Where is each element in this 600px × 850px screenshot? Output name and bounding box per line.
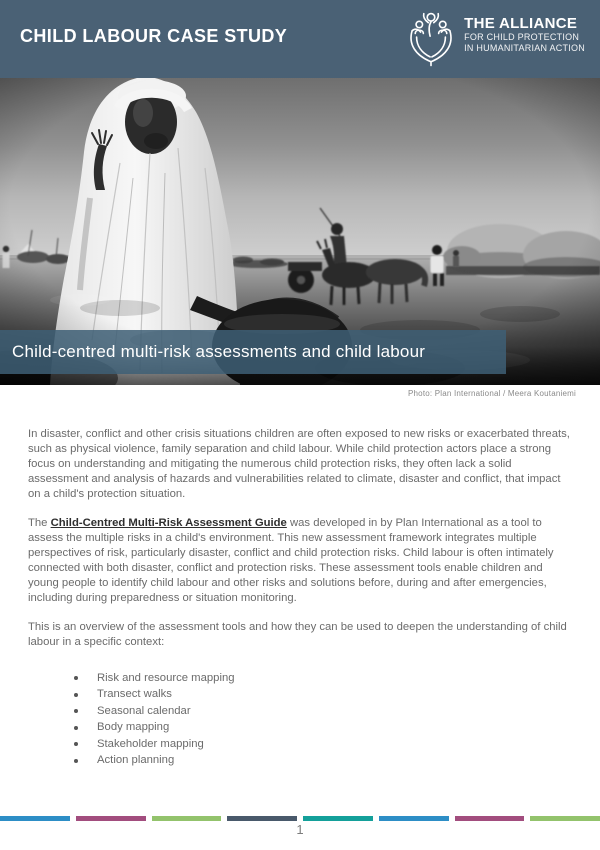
hands-family-icon	[404, 8, 458, 68]
footer-bar-segment	[0, 816, 70, 821]
list-item	[28, 720, 574, 737]
body-content	[28, 427, 574, 769]
logo-line-2: FOR CHILD PROTECTION	[464, 32, 580, 42]
logo-line-3: IN HUMANITARIAN ACTION	[464, 42, 585, 53]
list-item-label: Body mapping	[97, 721, 170, 734]
list-item	[28, 670, 574, 687]
footer-bar-segment	[379, 816, 449, 821]
logo-line-1: THE ALLIANCE	[464, 15, 578, 32]
hero-photo	[0, 78, 600, 385]
paragraph-1: In disaster, conflict and other crisis situations children are often exposed to new risks or exacerbated threats, such as physical violence, family separation and child labour. While child protection actors place a strong focus on understanding and mitigating the numerous child protection risks, they often lack a solid assessment and analysis of hazards and vulnerabilities related to climate, disaster and conflict, that impact on a child's protection situation.	[28, 428, 570, 500]
page-title: CHILD LABOUR CASE STUDY	[20, 26, 288, 46]
list-item-label: Action planning	[97, 754, 175, 767]
footer-bar-segment	[530, 816, 600, 821]
list-item	[28, 753, 574, 770]
list-item	[28, 736, 574, 753]
list-item	[28, 687, 574, 704]
photo-caption-bar	[0, 330, 506, 374]
paragraph-2	[28, 516, 574, 606]
footer-bar-segment	[303, 816, 373, 821]
footer-bar-segment	[152, 816, 222, 821]
paragraph-2-prefix: The	[28, 517, 51, 529]
bullet-icon	[74, 726, 78, 730]
paragraph-3: This is an overview of the assessment tools and how they can be used to deepen the understanding of child labour in a specific context:	[28, 621, 567, 648]
bullet-icon	[74, 742, 78, 746]
assessment-guide-link[interactable]: Child-Centred Multi-Risk Assessment Guide	[50, 517, 287, 529]
assessment-tools-list	[28, 670, 574, 769]
list-item-label: Risk and resource mapping	[97, 671, 235, 684]
bullet-icon	[74, 709, 78, 713]
bullet-icon	[74, 759, 78, 763]
list-item	[28, 703, 574, 720]
alliance-logo	[404, 8, 585, 68]
logo-wordmark	[464, 16, 585, 68]
bullet-icon	[74, 676, 78, 680]
paragraph-2-suffix: was developed in by Plan International as a tool to assess the multiple risks in a child's environment. This new assessment framework integrates multiple perspectives of risk, particularly disaster, conflict and child protection risks. Child labour is often intimately connected with both disaster, conflict and protection risks. These assessment tools enable children and young people to identify child labour and other risks and solutions before, during and after emergencies, including during preparedness or situation monitoring.	[28, 517, 554, 604]
page-number: 1	[296, 822, 304, 837]
bullet-icon	[74, 693, 78, 697]
footer-color-bar	[0, 816, 600, 821]
footer-bar-segment	[455, 816, 525, 821]
photo-credit: Photo: Plan International / Meera Koutaniemi	[407, 389, 576, 398]
list-item-label: Stakeholder mapping	[97, 737, 204, 750]
footer-bar-segment	[76, 816, 146, 821]
list-item-label: Seasonal calendar	[97, 704, 191, 717]
header-band	[0, 0, 600, 78]
photo-caption: Child-centred multi-risk assessments and child labour	[12, 342, 426, 361]
footer-bar-segment	[227, 816, 297, 821]
list-item-label: Transect walks	[97, 688, 172, 701]
